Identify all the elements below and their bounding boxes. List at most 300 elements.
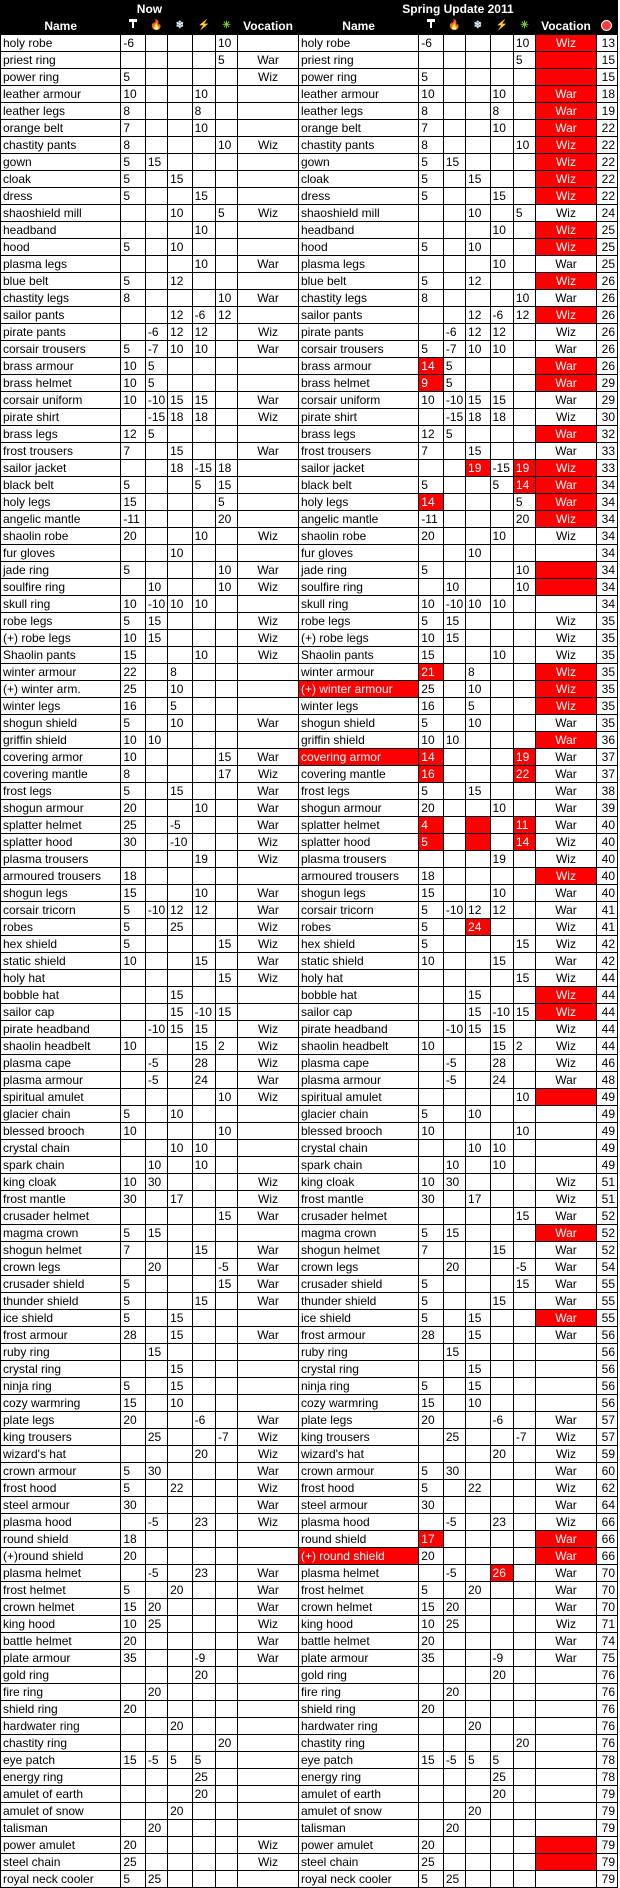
- update-ice: [466, 1276, 491, 1293]
- item-name-now: orange belt: [1, 120, 121, 137]
- item-name-update: crown helmet: [298, 1599, 418, 1616]
- required-level: 78: [596, 1769, 617, 1786]
- update-energy: [490, 1803, 513, 1820]
- update-fire: [443, 256, 465, 273]
- now-fire: [145, 681, 167, 698]
- table-row: [1, 1378, 618, 1395]
- update-fire: [443, 477, 465, 494]
- update-earth: 10: [513, 1089, 535, 1106]
- now-energy: 15: [192, 953, 215, 970]
- update-vocation: War: [536, 732, 597, 749]
- update-fire: [443, 936, 465, 953]
- update-vocation: War: [536, 1650, 597, 1667]
- item-name-now: round shield: [1, 1531, 121, 1548]
- now-earth: [215, 1667, 237, 1684]
- now-physical: 18: [121, 868, 146, 885]
- now-energy: [192, 732, 215, 749]
- update-fire: 25: [443, 1616, 465, 1633]
- now-vocation: [238, 460, 299, 477]
- item-name-update: spiritual amulet: [298, 1089, 418, 1106]
- table-row: [1, 715, 618, 732]
- now-physical: [121, 1514, 146, 1531]
- item-name-update: priest ring: [298, 52, 418, 69]
- now-fire: [145, 1293, 167, 1310]
- table-row: [1, 137, 618, 154]
- update-fire: [443, 1140, 465, 1157]
- item-name-update: (+) round shield: [298, 1548, 418, 1565]
- update-energy: [490, 1684, 513, 1701]
- update-ice: 15: [466, 1021, 491, 1038]
- update-fire: [443, 1361, 465, 1378]
- update-fire: -5: [443, 1565, 465, 1582]
- update-ice: 12: [466, 273, 491, 290]
- item-name-now: ninja ring: [1, 1378, 121, 1395]
- now-vocation: War: [238, 902, 299, 919]
- update-vocation: War: [536, 800, 597, 817]
- update-earth: -7: [513, 1429, 535, 1446]
- update-ice: 15: [466, 1361, 491, 1378]
- update-physical: 5: [419, 1582, 444, 1599]
- now-earth: [215, 1854, 237, 1871]
- update-earth: [513, 443, 535, 460]
- now-physical: 16: [121, 698, 146, 715]
- required-level: 37: [596, 766, 617, 783]
- item-name-now: plate legs: [1, 1412, 121, 1429]
- item-name-now: static shield: [1, 953, 121, 970]
- item-name-now: cloak: [1, 171, 121, 188]
- update-fire: [443, 919, 465, 936]
- item-name-now: shogun shield: [1, 715, 121, 732]
- item-name-now: sailor jacket: [1, 460, 121, 477]
- item-name-now: armoured trousers: [1, 868, 121, 885]
- now-fire: [145, 562, 167, 579]
- update-physical: 4: [419, 817, 444, 834]
- now-earth: 5: [215, 205, 237, 222]
- now-vocation: [238, 1667, 299, 1684]
- update-energy: 5: [490, 477, 513, 494]
- update-vocation: [536, 1735, 597, 1752]
- update-ice: 15: [466, 1310, 491, 1327]
- now-energy: 10: [192, 647, 215, 664]
- item-name-update: corsair tricorn: [298, 902, 418, 919]
- now-vocation: Wiz: [238, 528, 299, 545]
- update-vocation: [536, 1820, 597, 1837]
- update-earth: [513, 698, 535, 715]
- now-vocation: Wiz: [238, 409, 299, 426]
- update-fire: [443, 69, 465, 86]
- now-ice: [168, 1548, 193, 1565]
- now-energy: [192, 1480, 215, 1497]
- update-earth: [513, 664, 535, 681]
- now-ice: [168, 1072, 193, 1089]
- update-energy: [490, 749, 513, 766]
- update-physical: [419, 1259, 444, 1276]
- now-energy: [192, 834, 215, 851]
- now-physical: 25: [121, 1854, 146, 1871]
- update-fire: [443, 562, 465, 579]
- now-physical: 5: [121, 1378, 146, 1395]
- item-name-update: plate legs: [298, 1412, 418, 1429]
- update-vocation: War: [536, 1327, 597, 1344]
- item-name-update: splatter helmet: [298, 817, 418, 834]
- update-vocation: War: [536, 1225, 597, 1242]
- item-name-now: jade ring: [1, 562, 121, 579]
- now-earth: [215, 392, 237, 409]
- now-physical: 5: [121, 1293, 146, 1310]
- item-name-now: gold ring: [1, 1667, 121, 1684]
- table-row: [1, 1514, 618, 1531]
- item-name-update: sailor cap: [298, 1004, 418, 1021]
- table-row: [1, 579, 618, 596]
- update-ice: 10: [466, 715, 491, 732]
- required-level: 79: [596, 1803, 617, 1820]
- update-ice: [466, 936, 491, 953]
- table-row: [1, 409, 618, 426]
- update-ice: 20: [466, 1718, 491, 1735]
- required-level: 30: [596, 409, 617, 426]
- now-earth: [215, 1378, 237, 1395]
- update-energy: [490, 987, 513, 1004]
- update-physical: 5: [419, 936, 444, 953]
- table-row: [1, 1548, 618, 1565]
- now-earth: [215, 732, 237, 749]
- item-name-update: round shield: [298, 1531, 418, 1548]
- now-vocation: [238, 1803, 299, 1820]
- update-vocation: War: [536, 494, 597, 511]
- item-name-now: amulet of snow: [1, 1803, 121, 1820]
- now-physical: 10: [121, 358, 146, 375]
- now-fire: [145, 86, 167, 103]
- now-energy: [192, 1633, 215, 1650]
- update-physical: 20: [419, 1837, 444, 1854]
- update-physical: 5: [419, 1293, 444, 1310]
- update-energy: [490, 1208, 513, 1225]
- table-row: [1, 817, 618, 834]
- item-name-update: king hood: [298, 1616, 418, 1633]
- required-level: 79: [596, 1854, 617, 1871]
- table-row: [1, 1157, 618, 1174]
- now-ice: [168, 1242, 193, 1259]
- now-fire: [145, 885, 167, 902]
- now-vocation: War: [238, 1276, 299, 1293]
- update-fire: [443, 1531, 465, 1548]
- now-physical: 35: [121, 1650, 146, 1667]
- now-physical: 5: [121, 1276, 146, 1293]
- now-vocation: Wiz: [238, 137, 299, 154]
- update-vocation: [536, 52, 597, 69]
- update-ice: [466, 1854, 491, 1871]
- now-physical: [121, 545, 146, 562]
- update-energy: [490, 1378, 513, 1395]
- update-energy: 15: [490, 188, 513, 205]
- table-row: [1, 919, 618, 936]
- update-vocation: Wiz: [536, 919, 597, 936]
- now-physical: [121, 222, 146, 239]
- now-ice: 10: [168, 596, 193, 613]
- item-name-update: amulet of earth: [298, 1786, 418, 1803]
- update-fire: [443, 205, 465, 222]
- now-vocation: Wiz: [238, 579, 299, 596]
- table-row: [1, 1752, 618, 1769]
- update-ice: 5: [466, 1752, 491, 1769]
- update-fire: [443, 1480, 465, 1497]
- now-ice: [168, 1208, 193, 1225]
- now-fire: 20: [145, 1259, 167, 1276]
- now-energy: [192, 1378, 215, 1395]
- now-vocation: Wiz: [238, 1480, 299, 1497]
- item-name-now: covering mantle: [1, 766, 121, 783]
- update-fire: 5: [443, 358, 465, 375]
- now-ice: [168, 35, 193, 52]
- table-row: [1, 868, 618, 885]
- required-level: 29: [596, 392, 617, 409]
- update-fire: 15: [443, 630, 465, 647]
- update-vocation: [536, 1140, 597, 1157]
- table-row: [1, 528, 618, 545]
- update-physical: [419, 987, 444, 1004]
- now-vocation: [238, 1395, 299, 1412]
- update-energy: [490, 69, 513, 86]
- item-name-update: chastity legs: [298, 290, 418, 307]
- now-vocation: Wiz: [238, 1837, 299, 1854]
- item-name-now: plasma helmet: [1, 1565, 121, 1582]
- update-vocation: Wiz: [536, 1616, 597, 1633]
- now-energy: 10: [192, 256, 215, 273]
- now-vocation: [238, 86, 299, 103]
- now-physical: -6: [121, 35, 146, 52]
- now-ice: 10: [168, 1106, 193, 1123]
- update-earth: 2: [513, 1038, 535, 1055]
- now-ice: [168, 562, 193, 579]
- now-vocation: [238, 664, 299, 681]
- table-row: [1, 341, 618, 358]
- update-earth: -5: [513, 1259, 535, 1276]
- now-fire: 10: [145, 732, 167, 749]
- item-name-now: robes: [1, 919, 121, 936]
- update-earth: [513, 1803, 535, 1820]
- update-earth: 20: [513, 511, 535, 528]
- update-fire: [443, 1378, 465, 1395]
- now-ice: [168, 511, 193, 528]
- update-physical: 10: [419, 596, 444, 613]
- update-fire: -5: [443, 1514, 465, 1531]
- item-name-now: pirate pants: [1, 324, 121, 341]
- now-energy: [192, 443, 215, 460]
- now-ice: [168, 528, 193, 545]
- update-fire: -15: [443, 409, 465, 426]
- update-earth: [513, 103, 535, 120]
- update-fire: [443, 222, 465, 239]
- update-physical: 12: [419, 426, 444, 443]
- now-ice: [168, 154, 193, 171]
- now-fire: [145, 1701, 167, 1718]
- update-fire: [443, 52, 465, 69]
- now-ice: [168, 1123, 193, 1140]
- now-fire: [145, 1769, 167, 1786]
- update-energy: [490, 375, 513, 392]
- update-energy: -15: [490, 460, 513, 477]
- now-ice: [168, 1225, 193, 1242]
- update-vocation: War: [536, 290, 597, 307]
- table-row: [1, 1531, 618, 1548]
- update-earth: [513, 613, 535, 630]
- now-earth: [215, 1225, 237, 1242]
- now-earth: [215, 715, 237, 732]
- now-fire: [145, 800, 167, 817]
- table-row: [1, 256, 618, 273]
- now-physical: [121, 1565, 146, 1582]
- update-ice: 15: [466, 783, 491, 800]
- required-level: 35: [596, 715, 617, 732]
- now-physical: 5: [121, 919, 146, 936]
- snowflake-icon: ❄: [466, 18, 491, 35]
- item-name-now: frost armour: [1, 1327, 121, 1344]
- update-energy: 12: [490, 902, 513, 919]
- table-row: [1, 392, 618, 409]
- column-header-row: [1, 18, 618, 35]
- now-fire: [145, 273, 167, 290]
- update-physical: [419, 409, 444, 426]
- update-earth: [513, 630, 535, 647]
- now-ice: 20: [168, 1582, 193, 1599]
- table-row: [1, 851, 618, 868]
- now-physical: [121, 1021, 146, 1038]
- now-energy: [192, 664, 215, 681]
- table-row: [1, 732, 618, 749]
- table-row: [1, 766, 618, 783]
- now-vocation: [238, 1123, 299, 1140]
- update-fire: 5: [443, 375, 465, 392]
- now-fire: [145, 137, 167, 154]
- required-level: 22: [596, 188, 617, 205]
- update-physical: [419, 256, 444, 273]
- now-physical: 10: [121, 86, 146, 103]
- now-physical: [121, 1089, 146, 1106]
- update-energy: [490, 766, 513, 783]
- now-fire: [145, 783, 167, 800]
- now-earth: 10: [215, 290, 237, 307]
- update-fire: -10: [443, 392, 465, 409]
- now-energy: 23: [192, 1565, 215, 1582]
- update-vocation: Wiz: [536, 647, 597, 664]
- item-name-update: holy hat: [298, 970, 418, 987]
- update-ice: [466, 1599, 491, 1616]
- update-earth: 15: [513, 1004, 535, 1021]
- now-ice: [168, 1565, 193, 1582]
- now-fire: [145, 1735, 167, 1752]
- update-ice: [466, 766, 491, 783]
- required-level: 49: [596, 1106, 617, 1123]
- update-earth: [513, 800, 535, 817]
- update-earth: [513, 1531, 535, 1548]
- update-energy: 15: [490, 392, 513, 409]
- required-level: 35: [596, 630, 617, 647]
- update-vocation: [536, 1667, 597, 1684]
- now-earth: [215, 1769, 237, 1786]
- now-physical: [121, 205, 146, 222]
- update-ice: 17: [466, 1191, 491, 1208]
- fire-icon: 🔥: [145, 18, 167, 35]
- update-energy: 10: [490, 800, 513, 817]
- update-physical: 10: [419, 86, 444, 103]
- update-physical: [419, 1446, 444, 1463]
- now-ice: 5: [168, 1752, 193, 1769]
- now-energy: 19: [192, 851, 215, 868]
- now-physical: 5: [121, 715, 146, 732]
- now-earth: 15: [215, 1276, 237, 1293]
- table-row: [1, 1293, 618, 1310]
- item-name-update: shogun shield: [298, 715, 418, 732]
- update-ice: [466, 885, 491, 902]
- table-row: [1, 1004, 618, 1021]
- now-ice: [168, 1429, 193, 1446]
- update-ice: [466, 1820, 491, 1837]
- update-physical: 16: [419, 698, 444, 715]
- update-earth: 10: [513, 35, 535, 52]
- update-ice: [466, 426, 491, 443]
- required-level: 76: [596, 1684, 617, 1701]
- now-fire: [145, 1786, 167, 1803]
- item-name-update: eye patch: [298, 1752, 418, 1769]
- item-name-now: (+) winter arm.: [1, 681, 121, 698]
- now-physical: 30: [121, 834, 146, 851]
- update-fire: [443, 1191, 465, 1208]
- now-ice: [168, 426, 193, 443]
- now-ice: [168, 630, 193, 647]
- now-vocation: War: [238, 715, 299, 732]
- now-earth: [215, 630, 237, 647]
- now-earth: [215, 1497, 237, 1514]
- now-fire: [145, 35, 167, 52]
- update-fire: [443, 698, 465, 715]
- update-earth: [513, 341, 535, 358]
- update-ice: [466, 69, 491, 86]
- update-earth: [513, 1650, 535, 1667]
- update-vocation: Wiz: [536, 987, 597, 1004]
- table-row: [1, 1837, 618, 1854]
- update-energy: [490, 1735, 513, 1752]
- update-physical: 5: [419, 1463, 444, 1480]
- now-fire: [145, 1837, 167, 1854]
- now-fire: [145, 120, 167, 137]
- item-name-update: shaolin robe: [298, 528, 418, 545]
- update-earth: 14: [513, 477, 535, 494]
- item-name-update: splatter hood: [298, 834, 418, 851]
- update-vocation: Wiz: [536, 137, 597, 154]
- now-ice: [168, 1412, 193, 1429]
- now-earth: [215, 1157, 237, 1174]
- update-fire: [443, 103, 465, 120]
- update-vocation: War: [536, 766, 597, 783]
- update-fire: [443, 1123, 465, 1140]
- update-physical: 20: [419, 1412, 444, 1429]
- required-level: 22: [596, 171, 617, 188]
- required-level: 19: [596, 103, 617, 120]
- update-energy: [490, 1582, 513, 1599]
- now-ice: [168, 1276, 193, 1293]
- table-row: [1, 681, 618, 698]
- update-energy: 10: [490, 341, 513, 358]
- now-vocation: War: [238, 1633, 299, 1650]
- now-vocation: Wiz: [238, 1446, 299, 1463]
- update-earth: [513, 188, 535, 205]
- update-fire: -6: [443, 324, 465, 341]
- update-energy: [490, 681, 513, 698]
- required-level: 34: [596, 477, 617, 494]
- item-name-now: king trousers: [1, 1429, 121, 1446]
- now-earth: [215, 188, 237, 205]
- now-earth: [215, 1650, 237, 1667]
